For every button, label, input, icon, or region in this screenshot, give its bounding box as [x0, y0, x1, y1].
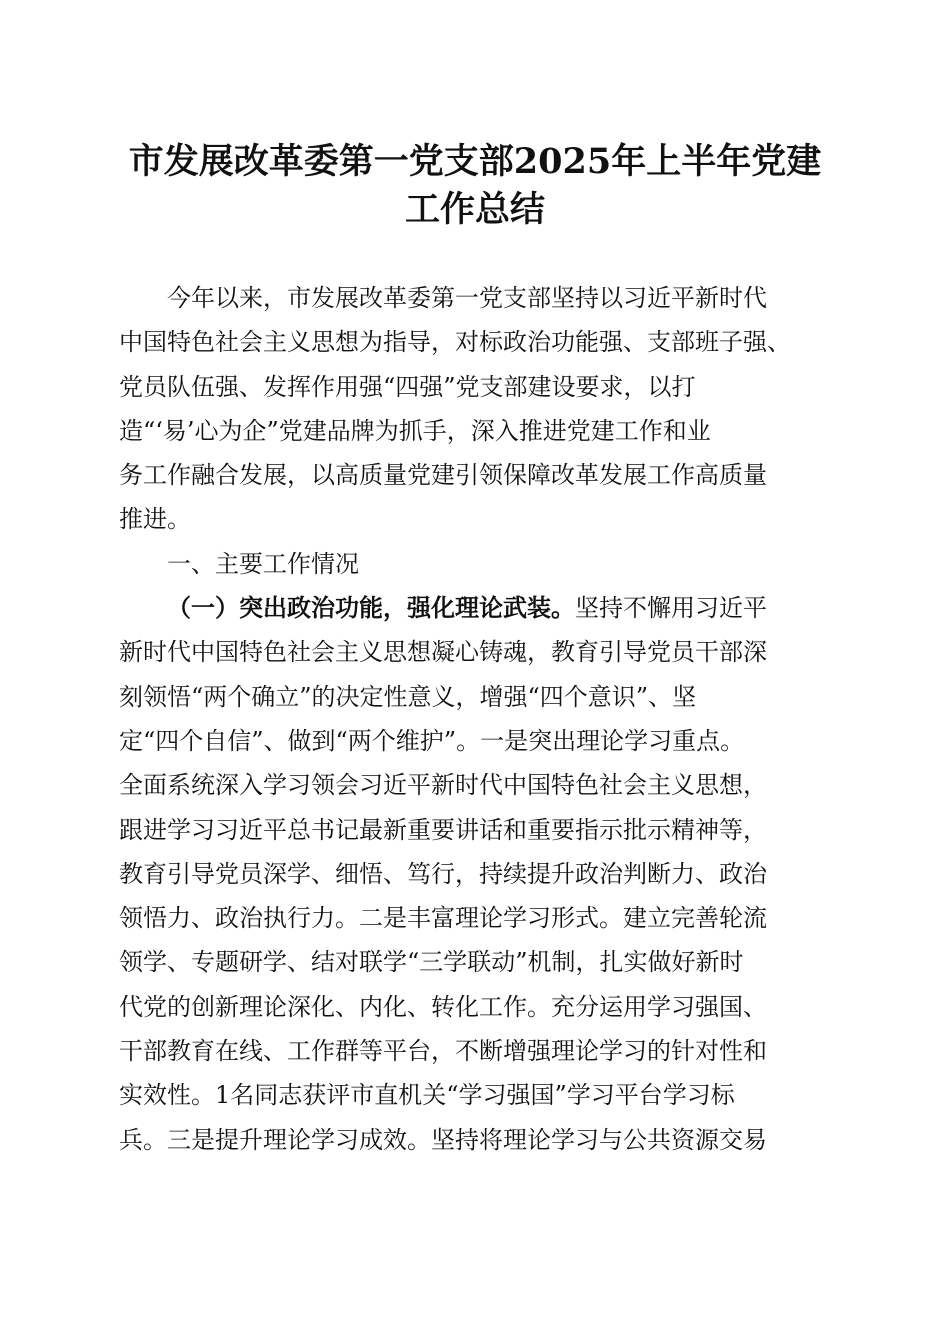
title-line-2: 工作总结: [404, 189, 545, 230]
title-line-1: 市发展改革委第一党支部2025年上半年党建: [128, 141, 822, 182]
intro-line-6: 推进。: [119, 505, 191, 534]
subsection-first-rest: 坚持不懈用习近平: [575, 594, 767, 623]
subsection-line-7: 教育引导党员深学、细悟、笃行，持续提升政治判断力、政治: [119, 859, 767, 888]
subsection-title: （一）突出政治功能，强化理论武装。: [167, 593, 575, 623]
document-body: [119, 276, 839, 1162]
intro-line-5: 务工作融合发展，以高质量党建引领保障改革发展工作高质量: [119, 461, 767, 490]
subsection-line-8: 领悟力、政治执行力。二是丰富理论学习形式。建立完善轮流: [119, 904, 767, 933]
subsection-line-4: 定“四个自信”、做到“两个维护”。一是突出理论学习重点。: [119, 726, 745, 755]
subsection-line-13: 兵。三是提升理论学习成效。坚持将理论学习与公共资源交易: [119, 1125, 767, 1154]
subsection-first-line: [119, 586, 839, 630]
intro-line-2: 中国特色社会主义思想为指导，对标政治功能强、支部班子强、: [119, 328, 791, 357]
intro-line-4: 造“‘易’心为企”党建品牌为抓手，深入推进党建工作和业: [119, 416, 711, 445]
subsection-line-5: 全面系统深入学习领会习近平新时代中国特色社会主义思想，: [119, 771, 767, 800]
subsection-line-11: 干部教育在线、工作群等平台，不断增强理论学习的针对性和: [119, 1037, 767, 1066]
subsection-line-2: 新时代中国特色社会主义思想凝心铸魂，教育引导党员干部深: [119, 638, 767, 667]
subsection-line-10: 代党的创新理论深化、内化、转化工作。充分运用学习强国、: [119, 992, 767, 1021]
section-heading: 一、主要工作情况: [167, 549, 359, 578]
intro-line-1: 今年以来，市发展改革委第一党支部坚持以习近平新时代: [167, 284, 767, 312]
subsection-line-12: 实效性。1名同志获评市直机关“学习强国”学习平台学习标: [119, 1081, 735, 1110]
subsection-line-3: 刻领悟“两个确立”的决定性意义，增强“四个意识”、坚: [119, 682, 697, 711]
subsection-line-6: 跟进学习习近平总书记最新重要讲话和重要指示批示精神等，: [119, 815, 767, 844]
intro-line-3: 党员队伍强、发挥作用强“四强”党支部建设要求，以打: [119, 372, 696, 401]
document-title: [100, 138, 850, 234]
subsection-line-9: 领学、专题研学、结对联学“三学联动”机制，扎实做好新时: [119, 948, 744, 977]
